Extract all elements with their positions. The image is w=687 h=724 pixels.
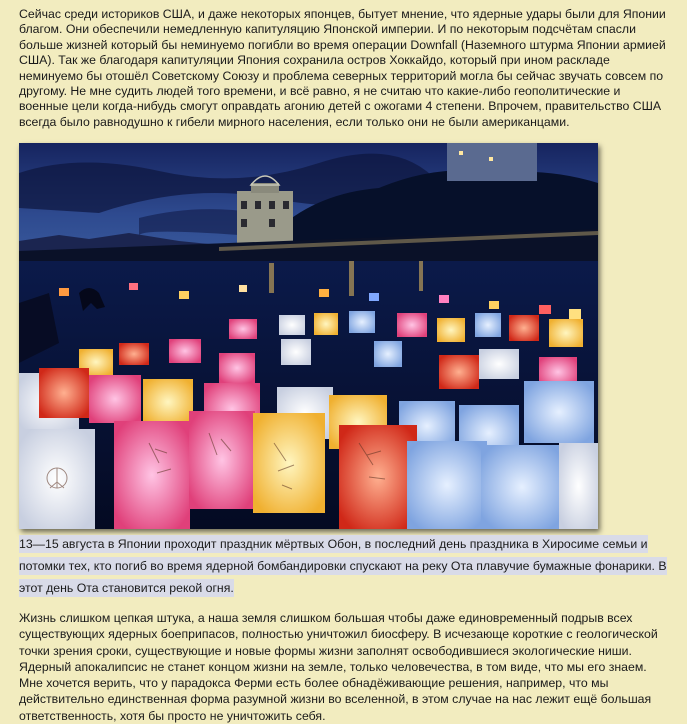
building — [447, 143, 537, 181]
intro-paragraph: Сейчас среди историков США, и даже некоторых японцев, бытует мнение, что ядерные удары были для Японии благом. Они обеспечили немедленную капитуляцию Японской империи. И по некоторым подсчётам спасли больше жизней который бы неминуемо погибли во время операции Downfall (Наземного штурма Японии армией США). Так же благодаря капитуляции Япония сохранила остров Хоккайдо, который при ином раскладе неминуемо бы отошёл Советскому Союзу и проблема северных территорий могла бы сейчас звучать совсем по другому. Не мне судить людей того времени, и всё равно, я не считаю что какие-либо геополитические и военные цели когда-нибудь смогут оправдать агонию детей с ожогами 4 степени. Впрочем, правительство США всегда было равнодушно к гибели мирного населения, если только они не были американцами. — [19, 7, 666, 129]
caption-text: 13—15 августа в Японии проходит праздник мёртвых Обон, в последний день праздника в Хиросиме семьи и потомки тех, кто погиб во время ядерной бомбандировки спускают на реку Ота плавучие бумажные фонарики. В этот день Ота становится рекой огня. — [19, 537, 667, 595]
photo-caption — [19, 533, 671, 599]
window-light — [489, 157, 493, 161]
closing-paragraph: Жизнь слишком цепкая штука, а наша земля слишком большая чтобы даже единовременный подрыв всех существующих ядерных боеприпасов, полностью уничтожил биосферу. В исчезающе короткие с геологической точки зрения сроки, существующие и новые формы жизни заполнят освободившиеся экологические ниши. Ядерный апокалипсис не станет концом жизни на земле, только человечества, в том виде, что мы его знаем. Мне хочется верить, что у парадокса Ферми есть более обнадёживающие решения, например, что мы действительно единственная форма разумной жизни во вселенной, в этом случае на нас лежит ещё большая ответственность, хотя бы просто не уничтожить себя. — [19, 611, 658, 723]
window-light — [459, 151, 463, 155]
lanterns-photo — [19, 143, 598, 529]
